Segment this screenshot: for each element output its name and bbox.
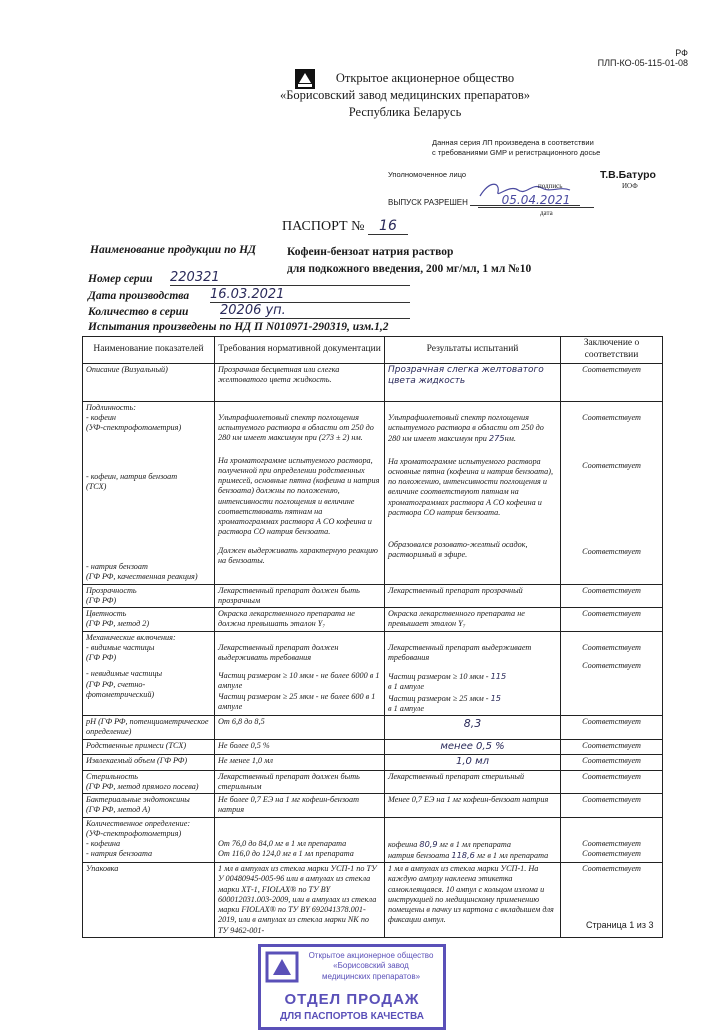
passport-number: 16 [368, 218, 408, 235]
authorized-person-name: Т.В.Батуро [600, 169, 656, 181]
product-name: Кофеин-бензоат натрия раствор для подкожного введения, 200 мг/мл, 1 мл №10 [287, 246, 532, 275]
table-header [83, 337, 663, 364]
specification-table [82, 336, 663, 938]
signature-caption: подпись [538, 182, 563, 190]
company-name: «Борисовский завод медицинских препаратов» [279, 87, 531, 102]
table-row: Подлинность: - кофеин (УФ-спектрофотометрия) - кофеин, натрия бензоат (ТСХ) - натрия бензоат (ГФ РФ, качественная реакция) Ультрафиолетовый спектр поглощения испытуемого раствора в области от 250 до 280 нм имеет максимум при (273 ± 2) нм. На хроматограмме испытуемого раствора, полученной при определении родственных примесей, основные пятна (кофеина и натрия бензоата) должны по положению, интенсивности поглощения и величине соответствовать пятнам на хроматограммах раствора А СО кофеина и раствора СО натрия бензоата. Должен выдерживать характерную реакцию на бензоаты. Ультрафиолетовый спектр поглощения испытуемого раствора в области от 250 до 280 нм имеет максимум при 275нм. На хроматограмме испытуемого раствора основные пятна (кофеина и натрия бензоата), по положению, интенсивности поглощения и величине соответствуют пятнам на хроматограммах раствора А СО кофеина и раствора СО натрия бензоата. Образовался розовато-желтый осадок, растворимый в эфире. Соответствует Соответствует Соответствует [83, 401, 663, 584]
product-name-label: Наименование продукции по НД [90, 244, 256, 256]
quantity-value: 20206 уп. [220, 303, 410, 319]
quantity-label: Количество в серии [88, 306, 189, 318]
table-row: pH (ГФ РФ, потенциометрическое определение) От 6,8 до 8,5 8,3 Соответствует [83, 716, 663, 740]
series-value: 220321 [170, 270, 410, 286]
sales-department-stamp: Открытое акционерное общество «Борисовский завод медицинских препаратов» ОТДЕЛ ПРОДАЖ ДЛЯ ПАСПОРТОВ КАЧЕСТВА [258, 944, 446, 1030]
col-conclusion: Заключение о соответствии [561, 337, 663, 364]
stamp-logo-icon [265, 951, 305, 985]
company-header [240, 70, 570, 121]
table-row: Извлекаемый объем (ГФ РФ) Не менее 1,0 мл 1,0 мл Соответствует [83, 755, 663, 771]
table-row: Прозрачность (ГФ РФ) Лекарственный препарат должен быть прозрачным Лекарственный препарат прозрачный Соответствует [83, 584, 663, 608]
tests-label: Испытания произведены по НД П N010971-290319, изм.1,2 [88, 321, 389, 333]
table-row: Количественное определение: (УФ-спектрофотометрия) - кофеина - натрия бензоата От 76,0 до 84,0 мг в 1 мл препарата От 116,0 до 124,0 мг в 1 мл препарата кофеина 80,9 мг в 1 мл препарата натрия бензоата 118,6 мг в 1 мл препарата Соответствует Соответствует [83, 817, 663, 863]
release-date: 05.04.2021 [478, 193, 594, 208]
table-row: Цветность (ГФ РФ, метод 2) Окраска лекарственного препарата не должна превышать эталон Y₇ Окраска лекарственного препарата не превышает эталон Y₇ Соответствует [83, 608, 663, 632]
table-row: Стерильность (ГФ РФ, метод прямого посева) Лекарственный препарат должен быть стерильным Лекарственный препарат стерильный Соответствует [83, 770, 663, 794]
passport-title: ПАСПОРТ № 16 [282, 218, 408, 235]
name-caption: ИОФ [622, 182, 638, 190]
authorized-person-label: Уполномоченное лицо [388, 170, 467, 179]
col-parameter: Наименование показателей [83, 337, 215, 364]
release-label: ВЫПУСК РАЗРЕШЕН [388, 198, 468, 207]
production-date-label: Дата производства [88, 290, 190, 302]
col-requirements: Требования нормативной документации [215, 337, 385, 364]
company-type: Открытое акционерное общество [335, 71, 515, 85]
col-results: Результаты испытаний [385, 337, 561, 364]
production-date-value: 16.03.2021 [210, 287, 410, 303]
date-caption: дата [540, 209, 553, 217]
document-code: РФ ПЛП-КО-05-115-01-08 [597, 48, 688, 68]
company-country: Республика Беларусь [348, 104, 462, 119]
table-row: Механические включения: - видимые частицы (ГФ РФ) - невидимые частицы (ГФ РФ, счетно-фотометрический) Лекарственный препарат должен выдерживать требования Частиц размером ≥ 10 мкм - не более 6000 в 1 ампуле Частиц размером ≥ 25 мкм - не более 600 в 1 ампуле Лекарственный препарат выдерживает требования Частиц размером ≥ 10 мкм - 115 в 1 ампуле Частиц размером ≥ 25 мкм - 15 в 1 ампуле Соответствует Соответствует [83, 631, 663, 716]
gmp-statement: Данная серия ЛП произведена в соответствии с требованиями GMP и регистрационного досье [432, 138, 601, 157]
series-label: Номер серии [88, 273, 153, 285]
table-row: Упаковка 1 мл в ампулах из стекла марки УСП-1 по ТУ У 00480945-005-96 или в ампулах из стекла марки ХТ-1, FIOLAX® по ТУ BY 600012031.003-2009, или в ампулах из стекла марки FIOLAX® по ТУ BY 692041378.001-2019, или в ампулах из стекла марки NK по ТУ 9462-001- 1 мл в ампулах из стекла марки УСП-1. На каждую ампулу наклеена этикетка самоклеящаяся. 10 ампул с кольцом излома и инструкцией по медицинскому применению помещены в пачку из картона с вкладышем для фиксации ампул. Соответствует [83, 863, 663, 938]
table-row: Родственные примеси (ТСХ) Не более 0,5 % менее 0,5 % Соответствует [83, 739, 663, 755]
page-number: Страница 1 из 3 [586, 920, 654, 930]
table-row: Бактериальные эндотоксины (ГФ РФ, метод А) Не более 0,7 ЕЭ на 1 мг кофеин-бензоат натрия Менее 0,7 ЕЭ на 1 мг кофеин-бензоат натрия Соответствует [83, 794, 663, 818]
table-row: Описание (Визуальный) Прозрачная бесцветная или слегка желтоватого цвета жидкость. Прозрачная слегка желтоватого цвета жидкость Соответствует [83, 363, 663, 401]
